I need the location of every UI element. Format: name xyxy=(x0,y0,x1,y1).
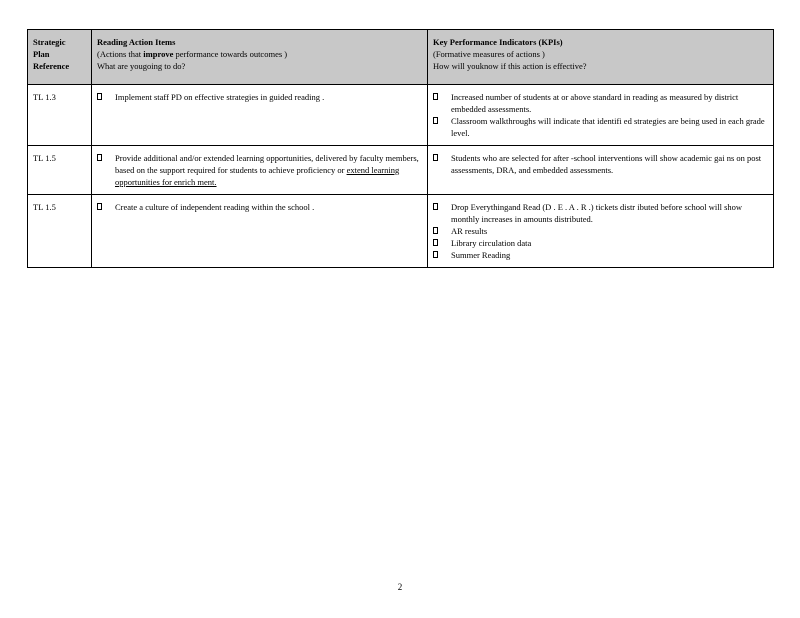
kpi-item: Increased number of students at or above standard in reading as measured by district embedded assessments. xyxy=(433,91,769,115)
bullet-box-icon xyxy=(433,251,438,258)
kpi-item: AR results xyxy=(433,225,769,237)
row-action-cell xyxy=(92,195,428,268)
bullet-box-icon xyxy=(433,203,438,210)
header-ref-line-2: Plan xyxy=(33,49,50,59)
action-item: Implement staff PD on effective strategies in guided reading . xyxy=(97,91,423,103)
row-kpi-cell xyxy=(428,146,774,195)
kpi-item: Students who are selected for after -school interventions will show academic gai ns on post assessments, DRA, and embedded assessments. xyxy=(433,152,769,176)
bullet-box-icon xyxy=(97,154,102,161)
kpi-item: Classroom walkthroughs will indicate that identifi ed strategies are being used in each grade level. xyxy=(433,115,769,139)
action-item: Create a culture of independent reading within the school . xyxy=(97,201,423,213)
bullet-box-icon xyxy=(433,239,438,246)
page-number: 2 xyxy=(397,582,403,592)
row-action-cell xyxy=(92,85,428,146)
bullet-box-icon xyxy=(433,117,438,124)
header-kpi-question: How will youknow if this action is effective? xyxy=(433,61,587,71)
row-reference: TL 1.5 xyxy=(28,146,92,195)
row-reference: TL 1.3 xyxy=(28,85,92,146)
bullet-box-icon xyxy=(433,93,438,100)
table-row xyxy=(28,195,774,268)
kpi-item: Drop Everythingand Read (D . E . A . R .) tickets distr ibuted before school will show monthly increases in amounts distributed. xyxy=(433,201,769,225)
bullet-box-icon xyxy=(97,93,102,100)
header-ref-line-3: Reference xyxy=(33,61,70,71)
table-row xyxy=(28,146,774,195)
header-reading-action-items xyxy=(92,30,428,85)
header-actions-title: Reading Action Items xyxy=(97,37,176,47)
kpi-item: Summer Reading xyxy=(433,249,769,261)
table-row xyxy=(28,85,774,146)
header-ref-line-1: Strategic xyxy=(33,37,66,47)
row-action-cell xyxy=(92,146,428,195)
row-reference: TL 1.5 xyxy=(28,195,92,268)
bullet-box-icon xyxy=(433,154,438,161)
header-actions-question: What are yougoing to do? xyxy=(97,61,186,71)
row-kpi-cell xyxy=(428,85,774,146)
bullet-box-icon xyxy=(97,203,102,210)
header-actions-subtitle: (Actions that improve performance towards outcomes ) xyxy=(97,49,288,59)
kpi-item: Library circulation data xyxy=(433,237,769,249)
header-kpi-title: Key Performance Indicators (KPIs) xyxy=(433,37,563,47)
header-kpi-subtitle: (Formative measures of actions ) xyxy=(433,49,545,59)
header-strategic-plan-reference xyxy=(28,30,92,85)
action-item: Provide additional and/or extended learning opportunities, delivered by faculty members, based on the support required for students to achieve proficiency or extend learning opportunities for enrich ment. xyxy=(97,152,423,188)
header-key-performance-indicators xyxy=(428,30,774,85)
underlined-action-text: extend learning opportunities for enrich ment. xyxy=(115,165,400,187)
bullet-box-icon xyxy=(433,227,438,234)
row-kpi-cell xyxy=(428,195,774,268)
strategic-plan-table xyxy=(27,29,774,268)
table-header-row xyxy=(28,30,774,85)
